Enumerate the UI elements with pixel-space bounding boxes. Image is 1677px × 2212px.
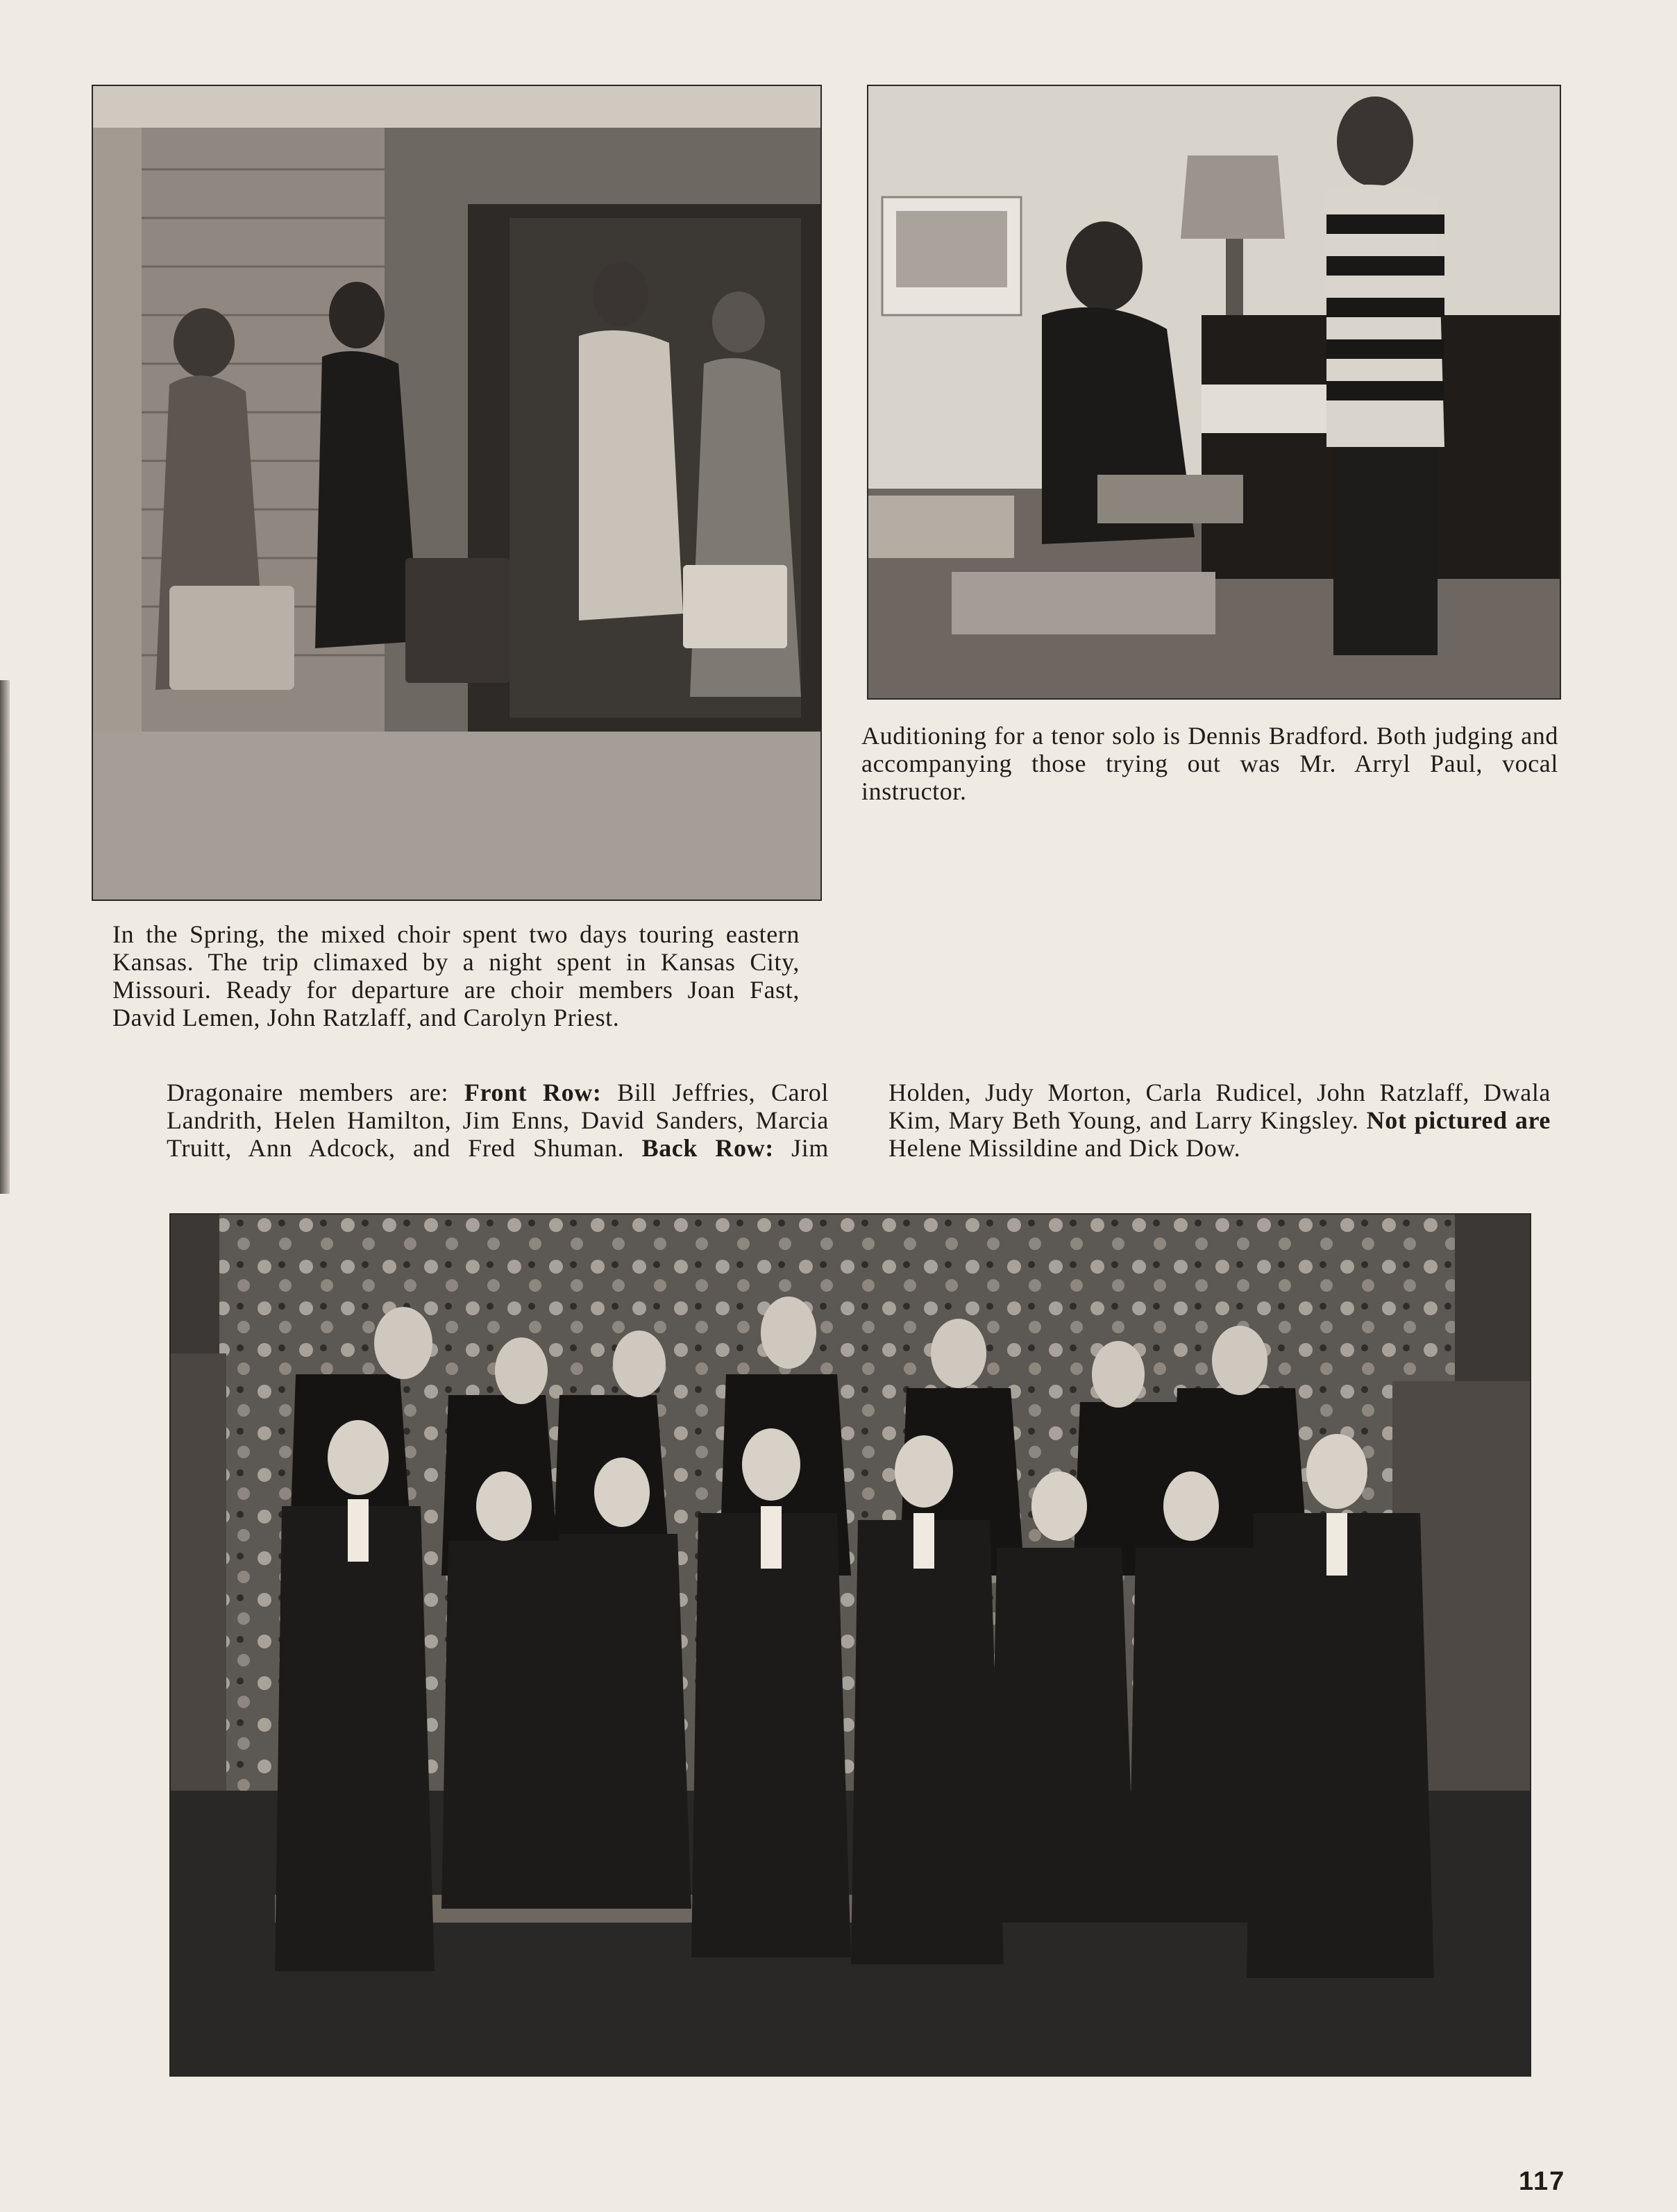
dragonaire-intro: Dragonaire members are: (167, 1079, 464, 1106)
back-row-names: Jim Holden, Judy Morton, Carla Rudicel, John Ratzlaff, Dwala Kim, Mary Beth Young, and Larry Kingsley. (773, 1079, 1551, 1162)
dragonaire-caption (167, 1079, 1551, 1163)
audition-photo (867, 85, 1561, 700)
not-pictured-label: Not pictured are (1366, 1106, 1551, 1134)
back-row-label: Back Row: (641, 1134, 774, 1162)
dragonaire-group-photo (169, 1213, 1531, 2077)
choir-departure-photo (92, 85, 822, 901)
not-pictured-names: Helene Missildine and Dick Dow. (888, 1134, 1241, 1162)
front-row-label: Front Row: (464, 1079, 602, 1106)
audition-caption: Auditioning for a tenor solo is Dennis Bradford. Both judging and accompanying those trying out was Mr. Arryl Paul, vocal instructor. (861, 722, 1558, 805)
binding-shadow (0, 680, 10, 1194)
front-row-names: Bill Jeffries, Carol Landrith, Helen Hamilton, Jim Enns, David Sanders, Marcia Truitt, Ann Adcock, and Fred Shuman. (167, 1079, 829, 1162)
choir-tour-caption: In the Spring, the mixed choir spent two days touring eastern Kansas. The trip climaxed by a night spent in Kansas City, Missouri. Ready for departure are choir members Joan Fast, David Lemen, John Ratzlaff, and Carolyn Priest. (112, 920, 800, 1031)
page-number: 117 (1519, 2167, 1566, 2196)
